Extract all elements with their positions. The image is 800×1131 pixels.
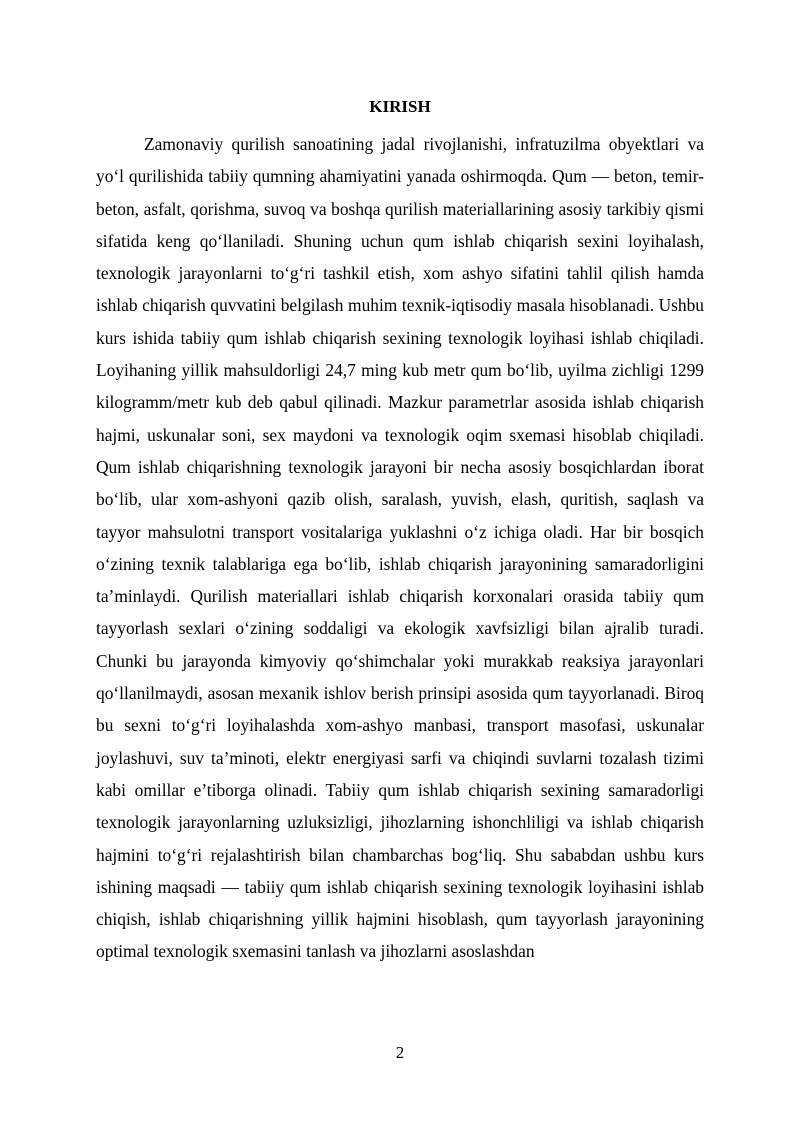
page-number: 2	[395, 1043, 405, 1062]
section-heading: KIRISH	[369, 97, 431, 116]
body-paragraph: Zamonaviy qurilish sanoatining jadal rivojlanishi, infratuzilma obyektlari va yo‘l qurilishida tabiiy qumning ahamiyatini yanada oshirmoqda. Qum — beton, temir-beton, asfalt, qorishma, suvoq va boshqa qurilish materiallarining asosiy tarkibiy qismi sifatida keng qo‘llaniladi. Shuning uchun qum ishlab chiqarish sexini loyihalash, texnologik jarayonlarni to‘g‘ri tashkil etish, xom ashyo sifatini tahlil qilish hamda ishlab chiqarish quvvatini belgilash muhim texnik-iqtisodiy masala hisoblanadi. Ushbu kurs ishida tabiiy qum ishlab chiqarish sexining texnologik loyihasi ishlab chiqiladi. Loyihaning yillik mahsuldorligi 24,7 ming kub metr qum bo‘lib, uyilma zichligi 1299 kilogramm/metr kub deb qabul qilinadi. Mazkur parametrlar asosida ishlab chiqarish hajmi, uskunalar soni, sex maydoni va texnologik oqim sxemasi hisoblab chiqiladi. Qum ishlab chiqarishning texnologik jarayoni bir necha asosiy bosqichlardan iborat bo‘lib, ular xom-ashyoni qazib olish, saralash, yuvish, elash, quritish, saqlash va tayyor mahsulotni transport vositalariga yuklashni o‘z ichiga oladi. Har bir bosqich o‘zining texnik talablariga ega bo‘lib, ishlab chiqarish jarayonining samaradorligini ta’minlaydi. Qurilish materiallari ishlab chiqarish korxonalari orasida tabiiy qum tayyorlash sexlari o‘zining soddaligi va ekologik xavfsizligi bilan ajralib turadi. Chunki bu jarayonda kimyoviy qo‘shimchalar yoki murakkab reaksiya jarayonlari qo‘llanilmaydi, asosan mexanik ishlov berish prinsipi asosida qum tayyorlanadi. Biroq bu sexni to‘g‘ri loyihalashda xom-ashyo manbasi, transport masofasi, uskunalar joylashuvi, suv ta’minoti, elektr energiyasi sarfi va chiqindi suvlarni tozalash tizimi kabi omillar e’tiborga olinadi. Tabiiy qum ishlab chiqarish sexining samaradorligi texnologik jarayonlarning uzluksizligi, jihozlarning ishonchliligi va ishlab chiqarish hajmini to‘g‘ri rejalashtirish bilan chambarchas bog‘liq. Shu sababdan ushbu kurs ishining maqsadi — tabiiy qum ishlab chiqarish sexining texnologik loyihasini ishlab chiqish, ishlab chiqarishning yillik hajmini hisoblash, qum tayyorlash jarayonining optimal texnologik sxemasini tanlash va jihozlarni asoslashdan	[96, 134, 704, 962]
